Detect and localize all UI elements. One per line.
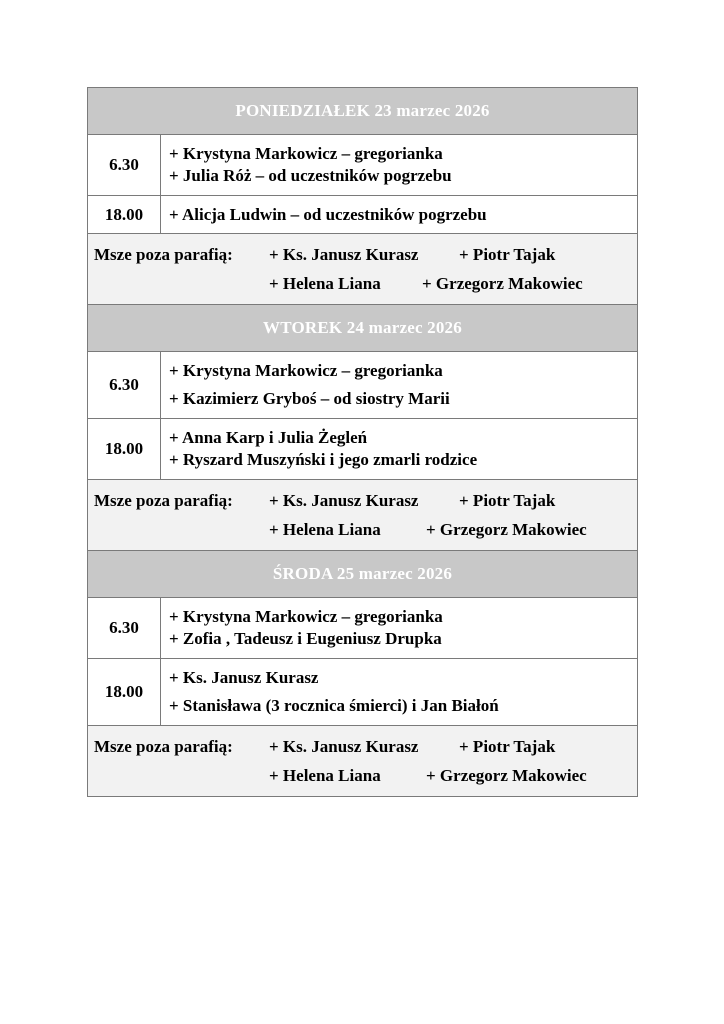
intention: + Anna Karp i Julia Żegleń [169, 428, 368, 447]
outside-intention: + Ks. Janusz Kurasz [269, 736, 419, 756]
outside-masses [88, 480, 638, 551]
mass-intentions [161, 659, 638, 726]
mass-row [88, 659, 638, 726]
mass-intentions [161, 196, 638, 234]
outside-masses-row [88, 480, 638, 551]
outside-intention: + Ks. Janusz Kurasz [269, 244, 419, 264]
mass-row [88, 135, 638, 196]
outside-intention: + Helena Liana [269, 519, 381, 539]
day-header-row [88, 551, 638, 598]
day-header-row [88, 305, 638, 352]
outside-masses-label: Msze poza parafią: [94, 244, 233, 264]
outside-intention: + Helena Liana [269, 273, 381, 293]
mass-time: 6.30 [88, 352, 161, 419]
intention: + Ks. Janusz Kurasz [169, 668, 319, 687]
outside-intention: + Ks. Janusz Kurasz [269, 490, 419, 510]
mass-time: 6.30 [88, 598, 161, 659]
mass-time: 18.00 [88, 196, 161, 234]
outside-masses [88, 234, 638, 305]
intention: + Krystyna Markowicz – gregorianka [169, 607, 443, 626]
mass-row [88, 196, 638, 234]
intention: + Julia Róż – od uczestników pogrzebu [169, 166, 452, 185]
intention: + Krystyna Markowicz – gregorianka [169, 361, 443, 380]
mass-schedule-table [87, 87, 638, 797]
outside-intention: + Grzegorz Makowiec [422, 273, 583, 293]
mass-row [88, 598, 638, 659]
intention: + Alicja Ludwin – od uczestników pogrzebu [169, 204, 487, 224]
mass-time: 18.00 [88, 419, 161, 480]
mass-intentions [161, 352, 638, 419]
outside-intention: + Piotr Tajak [459, 736, 556, 756]
outside-masses-label: Msze poza parafią: [94, 490, 233, 510]
day-header: PONIEDZIAŁEK 23 marzec 2026 [88, 88, 638, 135]
outside-intention: + Helena Liana [269, 765, 381, 785]
intention: + Kazimierz Gryboś – od siostry Marii [169, 389, 450, 408]
outside-intention: + Grzegorz Makowiec [426, 765, 587, 785]
mass-time: 6.30 [88, 135, 161, 196]
mass-row [88, 352, 638, 419]
outside-intention: + Grzegorz Makowiec [426, 519, 587, 539]
outside-masses-row [88, 234, 638, 305]
outside-intention: + Piotr Tajak [459, 490, 556, 510]
mass-intentions [161, 598, 638, 659]
outside-masses [88, 726, 638, 797]
outside-intention: + Piotr Tajak [459, 244, 556, 264]
mass-intentions [161, 419, 638, 480]
day-header: ŚRODA 25 marzec 2026 [88, 551, 638, 598]
day-header-row [88, 88, 638, 135]
intention: + Stanisława (3 rocznica śmierci) i Jan Białoń [169, 696, 499, 715]
mass-intentions [161, 135, 638, 196]
intention: + Ryszard Muszyński i jego zmarli rodzice [169, 450, 478, 469]
day-header: WTOREK 24 marzec 2026 [88, 305, 638, 352]
outside-masses-label: Msze poza parafią: [94, 736, 233, 756]
intention: + Krystyna Markowicz – gregorianka [169, 144, 443, 163]
mass-row [88, 419, 638, 480]
intention: + Zofia , Tadeusz i Eugeniusz Drupka [169, 629, 442, 648]
mass-time: 18.00 [88, 659, 161, 726]
outside-masses-row [88, 726, 638, 797]
